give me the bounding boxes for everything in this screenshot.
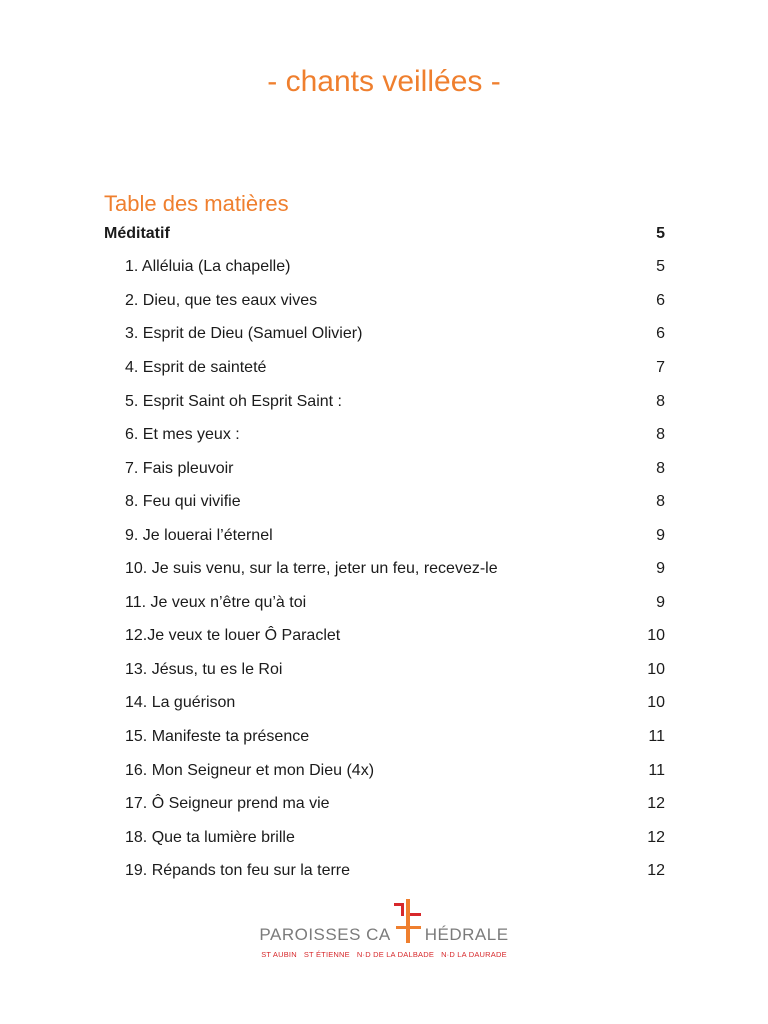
- table-of-contents: [104, 217, 665, 888]
- toc-entry: [104, 821, 665, 855]
- toc-entry-page: 6: [656, 291, 665, 309]
- toc-entry-title: 12.Je veux te louer Ô Paraclet: [125, 627, 341, 645]
- toc-entry-title: 9. Je louerai l’éternel: [125, 526, 273, 544]
- toc-entry-page: 10: [647, 694, 665, 712]
- toc-entry-title: 2. Dieu, que tes eaux vives: [125, 291, 318, 309]
- toc-entry: [104, 720, 665, 754]
- toc-entry-page: 8: [656, 426, 665, 444]
- toc-entry: [104, 418, 665, 452]
- toc-entry: [104, 754, 665, 788]
- toc-section-meditatif: [104, 217, 665, 251]
- cross-red-left-post: [401, 903, 404, 916]
- toc-section-page: 5: [656, 224, 665, 242]
- toc-entry-page: 5: [656, 258, 665, 276]
- cathedral-cross-icon: [392, 897, 424, 947]
- toc-entry-title: 14. La guérison: [125, 694, 236, 712]
- toc-entry: [104, 519, 665, 553]
- parish-name: N·D LA DAURADE: [441, 950, 507, 959]
- toc-entry-page: 11: [648, 727, 665, 745]
- parish-name: ST AUBIN: [261, 950, 297, 959]
- toc-entry: [104, 552, 665, 586]
- toc-entry-title: 19. Répands ton feu sur la terre: [125, 862, 351, 880]
- toc-entry-page: 10: [647, 627, 665, 645]
- toc-section-title: Méditatif: [104, 224, 170, 242]
- toc-entry: [104, 284, 665, 318]
- toc-entry: [104, 485, 665, 519]
- toc-entry-title: 6. Et mes yeux :: [125, 426, 240, 444]
- toc-entry-page: 9: [656, 560, 665, 578]
- toc-entry-page: 12: [647, 828, 665, 846]
- logo-text-right: HÉDRALE: [424, 925, 509, 944]
- toc-entry-page: 12: [647, 862, 665, 880]
- toc-entry-title: 1. Alléluia (La chapelle): [125, 258, 291, 276]
- toc-entry-title: 15. Manifeste ta présence: [125, 727, 310, 745]
- document-title: - chants veillées -: [267, 65, 501, 98]
- toc-entry-title: 3. Esprit de Dieu (Samuel Olivier): [125, 325, 363, 343]
- toc-entry-title: 8. Feu qui vivifie: [125, 493, 241, 511]
- toc-entry: [104, 385, 665, 419]
- toc-entry-title: 7. Fais pleuvoir: [125, 459, 234, 477]
- parish-name: ST ÉTIENNE: [303, 950, 350, 959]
- toc-entry-page: 8: [656, 493, 665, 511]
- toc-entry-page: 8: [656, 459, 665, 477]
- toc-entry: [104, 620, 665, 654]
- toc-heading: Table des matières: [104, 191, 289, 216]
- toc-entry-page: 11: [648, 761, 665, 779]
- toc-entry: [104, 653, 665, 687]
- toc-entry: [104, 318, 665, 352]
- toc-entry: [104, 351, 665, 385]
- cross-orange-t-bar: [396, 926, 421, 929]
- toc-entry: [104, 787, 665, 821]
- toc-entry-title: 16. Mon Seigneur et mon Dieu (4x): [125, 761, 375, 779]
- toc-entry-page: 8: [656, 392, 665, 410]
- toc-entry-page: 10: [647, 660, 665, 678]
- toc-entry-page: 9: [656, 526, 665, 544]
- cross-red-right-bar: [410, 913, 421, 916]
- toc-entry: [104, 586, 665, 620]
- cross-orange-stem: [406, 899, 410, 943]
- toc-entry-title: 5. Esprit Saint oh Esprit Saint :: [125, 392, 342, 410]
- toc-entry: [104, 452, 665, 486]
- logo-text-left: PAROISSES CA: [259, 925, 391, 944]
- toc-entry-title: 4. Esprit de sainteté: [125, 358, 267, 376]
- toc-entry: [104, 251, 665, 285]
- toc-entry-page: 6: [656, 325, 665, 343]
- toc-entry: [104, 854, 665, 888]
- toc-entry-page: 7: [656, 358, 665, 376]
- toc-entry-title: 18. Que ta lumière brille: [125, 828, 295, 846]
- toc-entry-page: 12: [647, 795, 665, 813]
- toc-entry-title: 17. Ô Seigneur prend ma vie: [125, 795, 330, 813]
- toc-entry-title: 10. Je suis venu, sur la terre, jeter un feu, recevez-le: [125, 560, 498, 578]
- paroisses-cathedrale-logo: [0, 897, 768, 947]
- toc-entry-title: 13. Jésus, tu es le Roi: [125, 660, 283, 678]
- toc-entry-title: 11. Je veux n’être qu’à toi: [125, 593, 307, 611]
- parish-name: N·D DE LA DALBADE: [356, 950, 435, 959]
- toc-entry: [104, 687, 665, 721]
- toc-entry-page: 9: [656, 593, 665, 611]
- parish-list: [0, 950, 768, 960]
